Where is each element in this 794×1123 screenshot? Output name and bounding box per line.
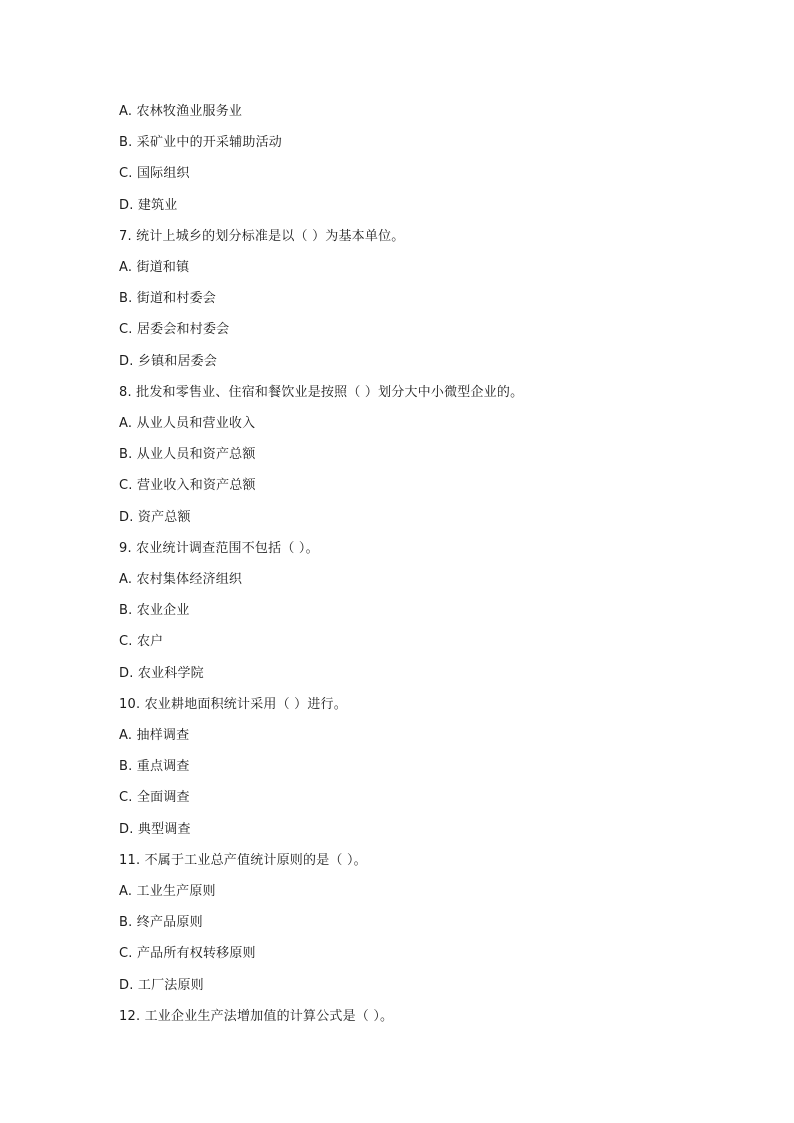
option-line: C. 营业收入和资产总额 bbox=[119, 478, 256, 493]
option-line: D. 乡镇和居委会 bbox=[119, 354, 218, 369]
option-line: C. 产品所有权转移原则 bbox=[119, 946, 256, 961]
option-line: A. 工业生产原则 bbox=[119, 884, 216, 899]
option-line: A. 抽样调查 bbox=[119, 728, 190, 743]
question-9: 9. 农业统计调查范围不包括（ ）。 bbox=[119, 541, 319, 556]
option-line: A. 街道和镇 bbox=[119, 260, 190, 275]
option-line: D. 资产总额 bbox=[119, 510, 191, 525]
option-line: B. 农业企业 bbox=[119, 603, 190, 618]
option-line: D. 典型调查 bbox=[119, 822, 191, 837]
question-10: 10. 农业耕地面积统计采用（ ）进行。 bbox=[119, 697, 347, 712]
question-12: 12. 工业企业生产法增加值的计算公式是（ ）。 bbox=[119, 1009, 394, 1024]
option-line: B. 从业人员和资产总额 bbox=[119, 447, 256, 462]
option-line: B. 重点调查 bbox=[119, 759, 190, 774]
option-line: A. 农村集体经济组织 bbox=[119, 572, 243, 587]
option-line: C. 全面调查 bbox=[119, 790, 190, 805]
option-line: B. 街道和村委会 bbox=[119, 291, 216, 306]
option-line: C. 居委会和村委会 bbox=[119, 322, 230, 337]
option-line: D. 建筑业 bbox=[119, 198, 178, 213]
option-line: B. 采矿业中的开采辅助活动 bbox=[119, 135, 282, 150]
question-11: 11. 不属于工业总产值统计原则的是（ ）。 bbox=[119, 853, 367, 868]
option-line: D. 工厂法原则 bbox=[119, 978, 204, 993]
question-7: 7. 统计上城乡的划分标准是以（ ）为基本单位。 bbox=[119, 229, 405, 244]
option-line: D. 农业科学院 bbox=[119, 666, 204, 681]
option-line: A. 从业人员和营业收入 bbox=[119, 416, 256, 431]
option-line: A. 农林牧渔业服务业 bbox=[119, 104, 243, 119]
option-line: B. 终产品原则 bbox=[119, 915, 203, 930]
option-line: C. 农户 bbox=[119, 634, 164, 649]
question-8: 8. 批发和零售业、住宿和餐饮业是按照（ ）划分大中小微型企业的。 bbox=[119, 385, 524, 400]
option-line: C. 国际组织 bbox=[119, 166, 190, 181]
